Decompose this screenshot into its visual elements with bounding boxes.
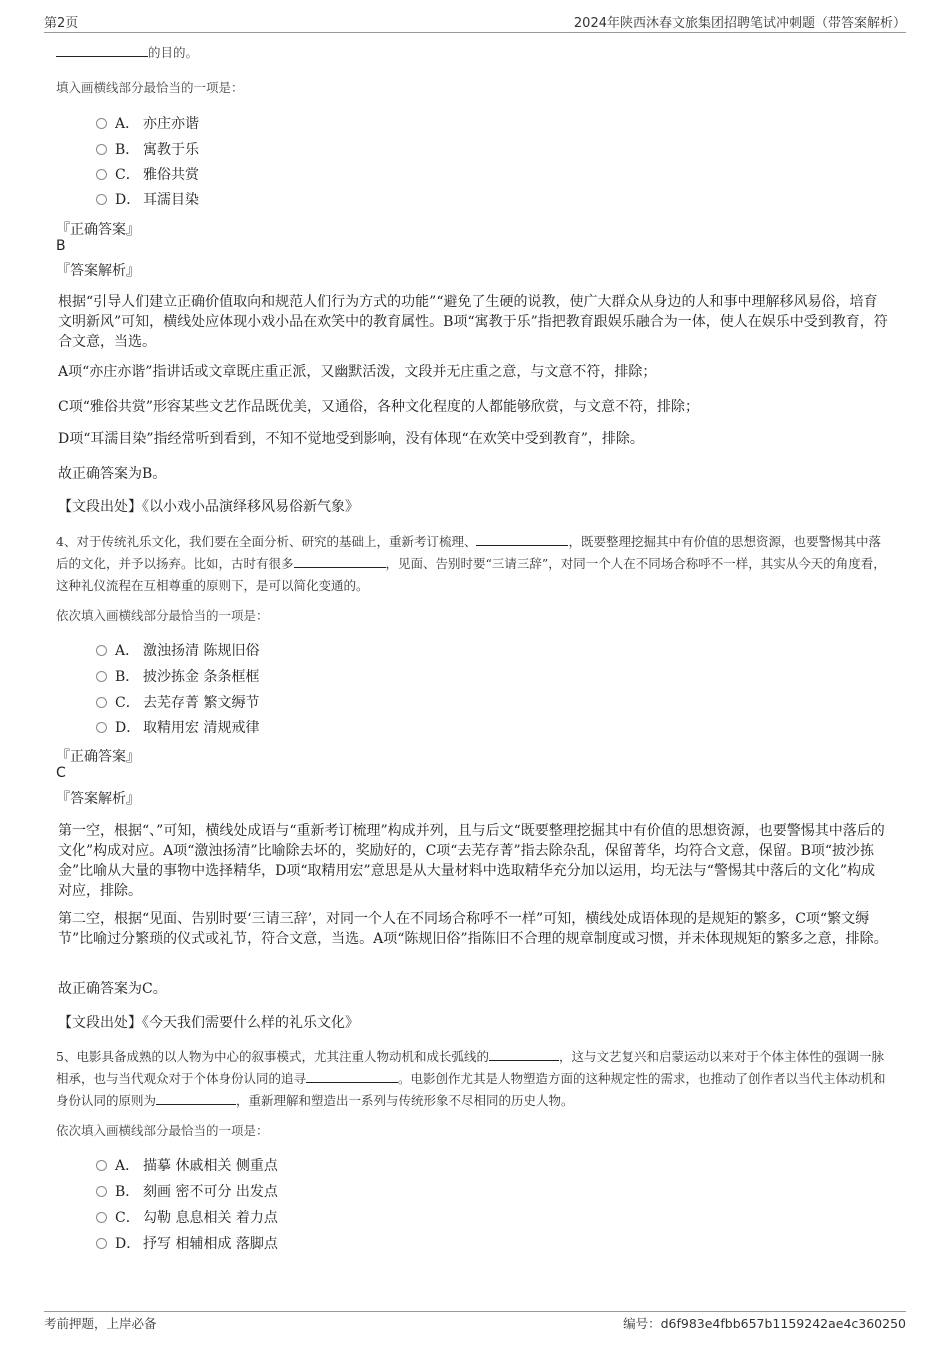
q4-answer: C — [56, 765, 66, 781]
q4-option-b[interactable]: B． 披沙拣金 条条框框 — [96, 667, 259, 687]
q4-option-a[interactable]: A． 激浊扬清 陈规旧俗 — [96, 641, 259, 661]
q5-blank-2 — [306, 1070, 398, 1083]
q3-option-d[interactable]: D． 耳濡目染 — [96, 190, 199, 210]
radio-icon[interactable] — [96, 194, 107, 205]
document-code: 编号：d6f983e4fbb657b1159242ae4c360250 — [623, 1316, 906, 1331]
q3-answer: B — [56, 238, 66, 254]
q4-analysis-label: 『答案解析』 — [56, 791, 140, 807]
q3-blank — [56, 44, 148, 57]
q4-blank-1 — [476, 533, 568, 546]
q5-option-b[interactable]: B． 刻画 密不可分 出发点 — [96, 1182, 278, 1202]
q4-analysis-2: 第二空，根据“见面、告别时要‘三请三辞’，对同一个人在不同场合称呼不一样”可知，横线处成语体现的是规矩的繁多，C项“繁文缛节”比喻过分繁琐的仪式或礼节，符合文意，当选。A项“陈规旧俗”指陈旧不合理的规章制度或习惯，并未体现规矩的繁多之意，排除。 — [58, 911, 888, 947]
q4-answer-label: 『正确答案』 — [56, 749, 140, 765]
footer-divider — [44, 1311, 906, 1312]
q3-tail: 的目的。 — [56, 42, 198, 64]
q4-analysis-3: 故正确答案为C。 — [58, 981, 167, 997]
q3-analysis-5: 故正确答案为B。 — [58, 466, 167, 482]
q4-analysis-1: 第一空，根据“、”可知，横线处成语与“重新考订梳理”构成并列，且与后文“既要整理挖掘其中有价值的思想资源，也要警惕其中落后的文化”构成对应。A项“激浊扬清”比喻除去坏的，奖励好的，C项“去芜存菁”指去除杂乱，保留菁华，均符合文意，保留。B项“披沙拣金”比喻从大量的事物中选择精华，D项“取精用宏”意思是从大量材料中选取精华充分加以运用，均无法与“警惕其中落后的文化”构成对应，排除。 — [58, 823, 885, 899]
radio-icon[interactable] — [96, 1186, 107, 1197]
q3-option-a[interactable]: A． 亦庄亦谐 — [96, 114, 199, 134]
radio-icon[interactable] — [96, 118, 107, 129]
document-title: 2024年陕西沐春文旅集团招聘笔试冲刺题（带答案解析） — [573, 16, 906, 31]
radio-icon[interactable] — [96, 169, 107, 180]
q3-option-c[interactable]: C． 雅俗共赏 — [96, 165, 199, 185]
q3-prompt: 填入画横线部分最恰当的一项是： — [56, 80, 244, 95]
q5-option-a[interactable]: A． 描摹 休戚相关 侧重点 — [96, 1156, 278, 1176]
footer-slogan: 考前押题，上岸必备 — [44, 1316, 157, 1331]
q3-analysis-label: 『答案解析』 — [56, 263, 140, 279]
header-divider — [44, 32, 906, 33]
q4-source: 【文段出处】《今天我们需要什么样的礼乐文化》 — [58, 1015, 359, 1031]
q5-prompt: 依次填入画横线部分最恰当的一项是： — [56, 1123, 269, 1138]
radio-icon[interactable] — [96, 697, 107, 708]
q5-blank-3 — [156, 1092, 236, 1105]
q3-answer-label: 『正确答案』 — [56, 222, 140, 238]
q3-analysis-3: C项“雅俗共赏”形容某些文艺作品既优美，又通俗，各种文化程度的人都能够欣赏，与文意不符，排除； — [58, 399, 700, 415]
q5-option-c[interactable]: C． 勾勒 息息相关 着力点 — [96, 1208, 278, 1228]
q3-analysis-2: A项“亦庄亦谐”指讲话或文章既庄重正派，又幽默活泼，文段并无庄重之意，与文意不符，排除； — [58, 364, 657, 380]
q3-analysis-1: 根据“引导人们建立正确价值取向和规范人们行为方式的功能”“避免了生硬的说教，使广大群众从身边的人和事中理解移风易俗，培育文明新风”可知，横线处应体现小戏小品在欢笑中的教育属性。B项“寓教于乐”指把教育跟娱乐融合为一体，使人在娱乐中受到教育，符合文意，当选。 — [58, 294, 888, 350]
q4-option-d[interactable]: D． 取精用宏 清规戒律 — [96, 718, 259, 738]
q5-option-d[interactable]: D． 抒写 相辅相成 落脚点 — [96, 1234, 278, 1254]
q4-prompt: 依次填入画横线部分最恰当的一项是： — [56, 608, 269, 623]
radio-icon[interactable] — [96, 144, 107, 155]
q4-blank-2 — [294, 555, 386, 568]
radio-icon[interactable] — [96, 645, 107, 656]
page-number: 第2页 — [44, 16, 79, 31]
radio-icon[interactable] — [96, 671, 107, 682]
q3-source: 【文段出处】《以小戏小品演绎移风易俗新气象》 — [58, 499, 359, 515]
q5-blank-1 — [489, 1048, 559, 1061]
radio-icon[interactable] — [96, 1160, 107, 1171]
q4-stem: 4、对于传统礼乐文化，我们要在全面分析、研究的基础上，重新考订梳理、 ，既要整理挖掘其中有价值的思想资源，也要警惕其中落后的文化，并予以扬弃。比如，古时有很多 ，见面、告别时要“三请三辞”，对同一个人在不同场合称呼不一样，其实从今天的角度看，这种礼仪流程在互相尊重的原则下，是可以简化变通的。 — [56, 534, 886, 593]
q5-stem: 5、电影具备成熟的以人物为中心的叙事模式，尤其注重人物动机和成长弧线的 ，这与文艺复兴和启蒙运动以来对于个体主体性的强调一脉相承，也与当代观众对于个体身份认同的追寻 。电影创作尤其是人物塑造方面的这种规定性的需求，也推动了创作者以当代主体动机和身份认同的原则为 ，重新理解和塑造出一系列与传统形象不尽相同的历史人物。 — [56, 1049, 886, 1108]
q3-analysis-4: D项“耳濡目染”指经常听到看到，不知不觉地受到影响，没有体现“在欢笑中受到教育”，排除。 — [58, 431, 644, 447]
radio-icon[interactable] — [96, 1212, 107, 1223]
radio-icon[interactable] — [96, 722, 107, 733]
q3-option-b[interactable]: B． 寓教于乐 — [96, 140, 199, 160]
q4-option-c[interactable]: C． 去芜存菁 繁文缛节 — [96, 693, 259, 713]
radio-icon[interactable] — [96, 1238, 107, 1249]
